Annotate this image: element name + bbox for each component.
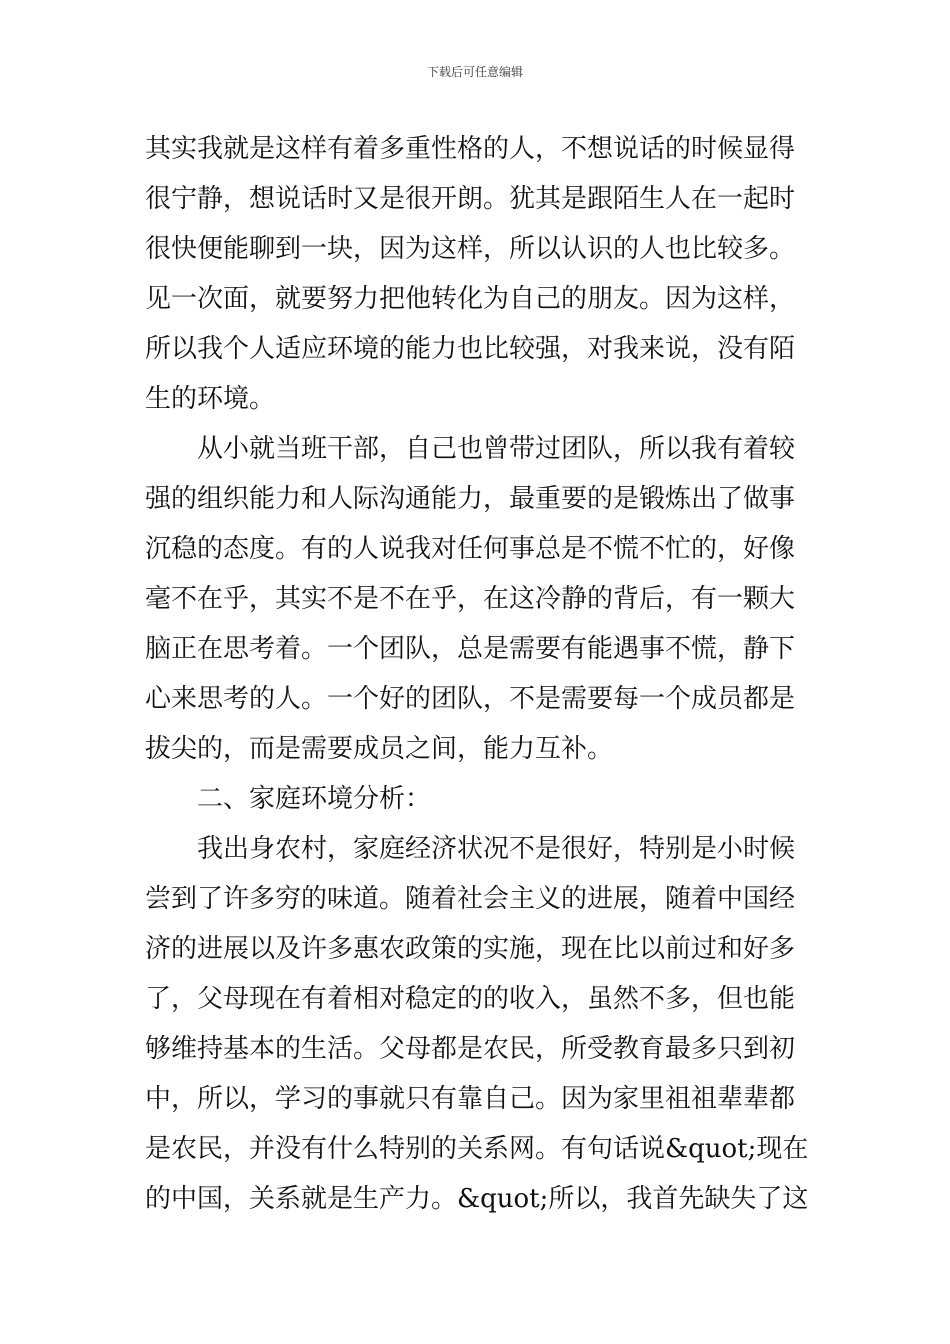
text-line: 其实我就是这样有着多重性格的人，不想说话的时候显得: [145, 134, 796, 164]
text-line: 是农民，并没有什么特别的关系网。有句话说&quot;现在: [145, 1134, 809, 1164]
text-line: 拔尖的，而是需要成员之间，能力互补。: [145, 734, 614, 764]
text-line: 够维持基本的生活。父母都是农民，所受教育最多只到初: [145, 1034, 796, 1064]
document-body: [145, 124, 809, 1224]
text-line: 的中国，关系就是生产力。&quot;所以，我首先缺失了这: [145, 1184, 809, 1214]
text-line: 毫不在乎，其实不是不在乎，在这冷静的背后，有一颗大: [145, 584, 796, 614]
text-line: 济的进展以及许多惠农政策的实施，现在比以前过和好多: [145, 934, 796, 964]
text-line: 沉稳的态度。有的人说我对任何事总是不慌不忙的，好像: [145, 534, 796, 564]
text-line: 见一次面，就要努力把他转化为自己的朋友。因为这样，: [145, 284, 796, 314]
text-line: 我出身农村，家庭经济状况不是很好，特别是小时候: [145, 834, 796, 864]
text-line: 强的组织能力和人际沟通能力，最重要的是锻炼出了做事: [145, 484, 796, 514]
text-line: 中，所以，学习的事就只有靠自己。因为家里祖祖辈辈都: [145, 1084, 796, 1114]
text-line: 尝到了许多穷的味道。随着社会主义的进展，随着中国经: [145, 884, 796, 914]
page-header: 下载后可任意编辑: [426, 65, 523, 79]
text-line: 生的环境。: [145, 384, 276, 414]
section-heading: 二、家庭环境分析：: [145, 784, 432, 814]
text-line: 心来思考的人。一个好的团队，不是需要每一个成员都是: [145, 684, 796, 714]
text-line: 很快便能聊到一块，因为这样，所以认识的人也比较多。: [145, 234, 796, 264]
text-line: 了，父母现在有着相对稳定的的收入，虽然不多，但也能: [145, 984, 796, 1014]
text-line: 所以我个人适应环境的能力也比较强，对我来说，没有陌: [145, 334, 796, 364]
text-line: 从小就当班干部，自己也曾带过团队，所以我有着较: [145, 434, 796, 464]
text-line: 很宁静，想说话时又是很开朗。犹其是跟陌生人在一起时: [145, 184, 796, 214]
text-line: 脑正在思考着。一个团队，总是需要有能遇事不慌，静下: [145, 634, 796, 664]
